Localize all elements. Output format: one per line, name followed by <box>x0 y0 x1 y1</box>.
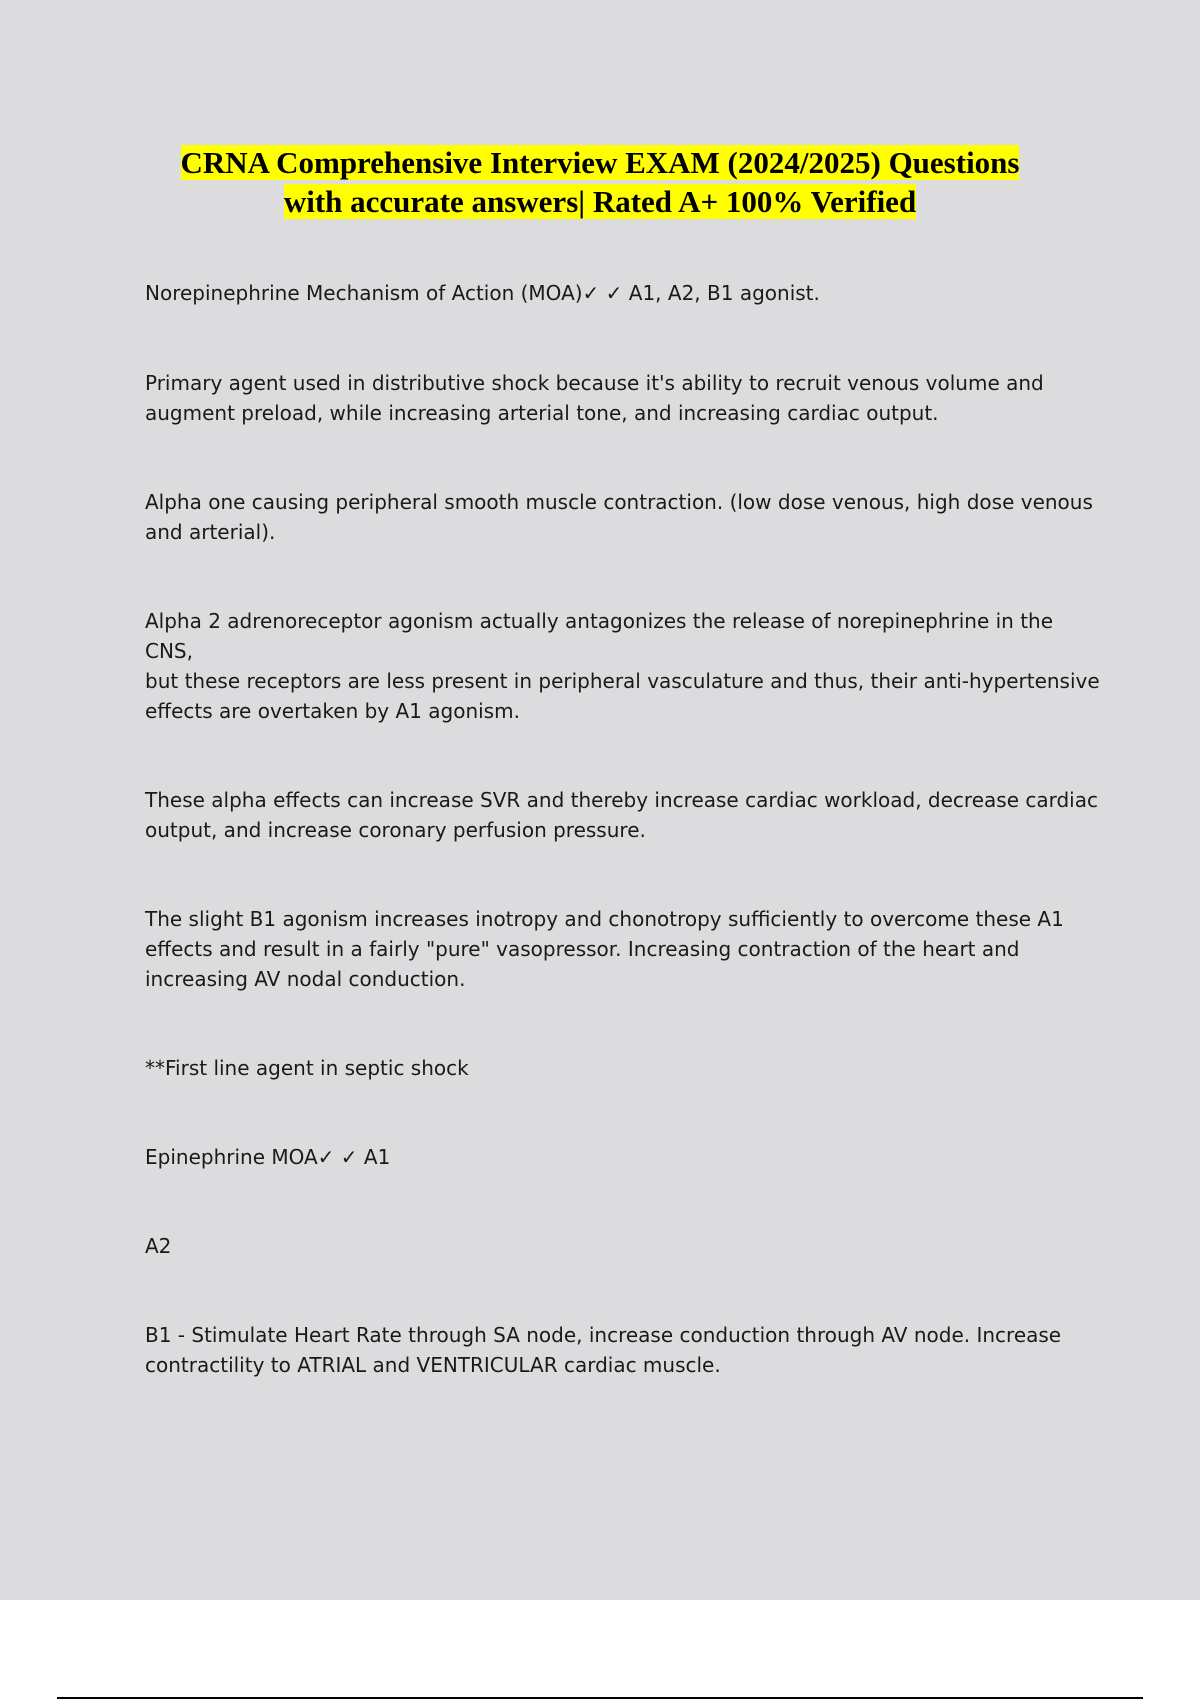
title-line-1: CRNA Comprehensive Interview EXAM (2024/2025) Questions <box>180 145 1020 180</box>
document-title <box>0 143 1200 221</box>
footer-divider <box>57 1697 1143 1699</box>
paragraph-a2: A2 <box>145 1234 172 1258</box>
title-line-2: with accurate answers| Rated A+ 100% Verified <box>283 184 917 219</box>
paragraph-norepinephrine-moa: Norepinephrine Mechanism of Action (MOA)✓ ✓ A1, A2, B1 agonist. <box>145 281 820 305</box>
document-body <box>145 278 1105 1380</box>
paragraph-alpha-one: Alpha one causing peripheral smooth muscle contraction. (low dose venous, high dose venous and arterial). <box>145 490 1093 544</box>
paragraph-distributive-shock: Primary agent used in distributive shock because it's ability to recruit venous volume and augment preload, while increasing arterial tone, and increasing cardiac output. <box>145 371 1044 425</box>
paragraph-alpha-effects: These alpha effects can increase SVR and thereby increase cardiac workload, decrease cardiac output, and increase coronary perfusion pressure. <box>145 788 1098 842</box>
paragraph-alpha-two: Alpha 2 adrenoreceptor agonism actually antagonizes the release of norepinephrine in the CNS, but these receptors are less present in peripheral vasculature and thus, their anti-hypertensive effects are overtaken by A1 agonism. <box>145 609 1100 723</box>
paragraph-b1-heart-rate: B1 - Stimulate Heart Rate through SA node, increase conduction through AV node. Increase contractility to ATRIAL and VENTRICULAR cardiac muscle. <box>145 1323 1062 1377</box>
paragraph-epinephrine-moa: Epinephrine MOA✓ ✓ A1 <box>145 1145 391 1169</box>
paragraph-b1-agonism: The slight B1 agonism increases inotropy and chonotropy sufficiently to overcome these A1 effects and result in a fairly "pure" vasopressor. Increasing contraction of the heart and increasing AV nodal conduction. <box>145 907 1064 991</box>
paragraph-first-line-agent: **First line agent in septic shock <box>145 1056 469 1080</box>
